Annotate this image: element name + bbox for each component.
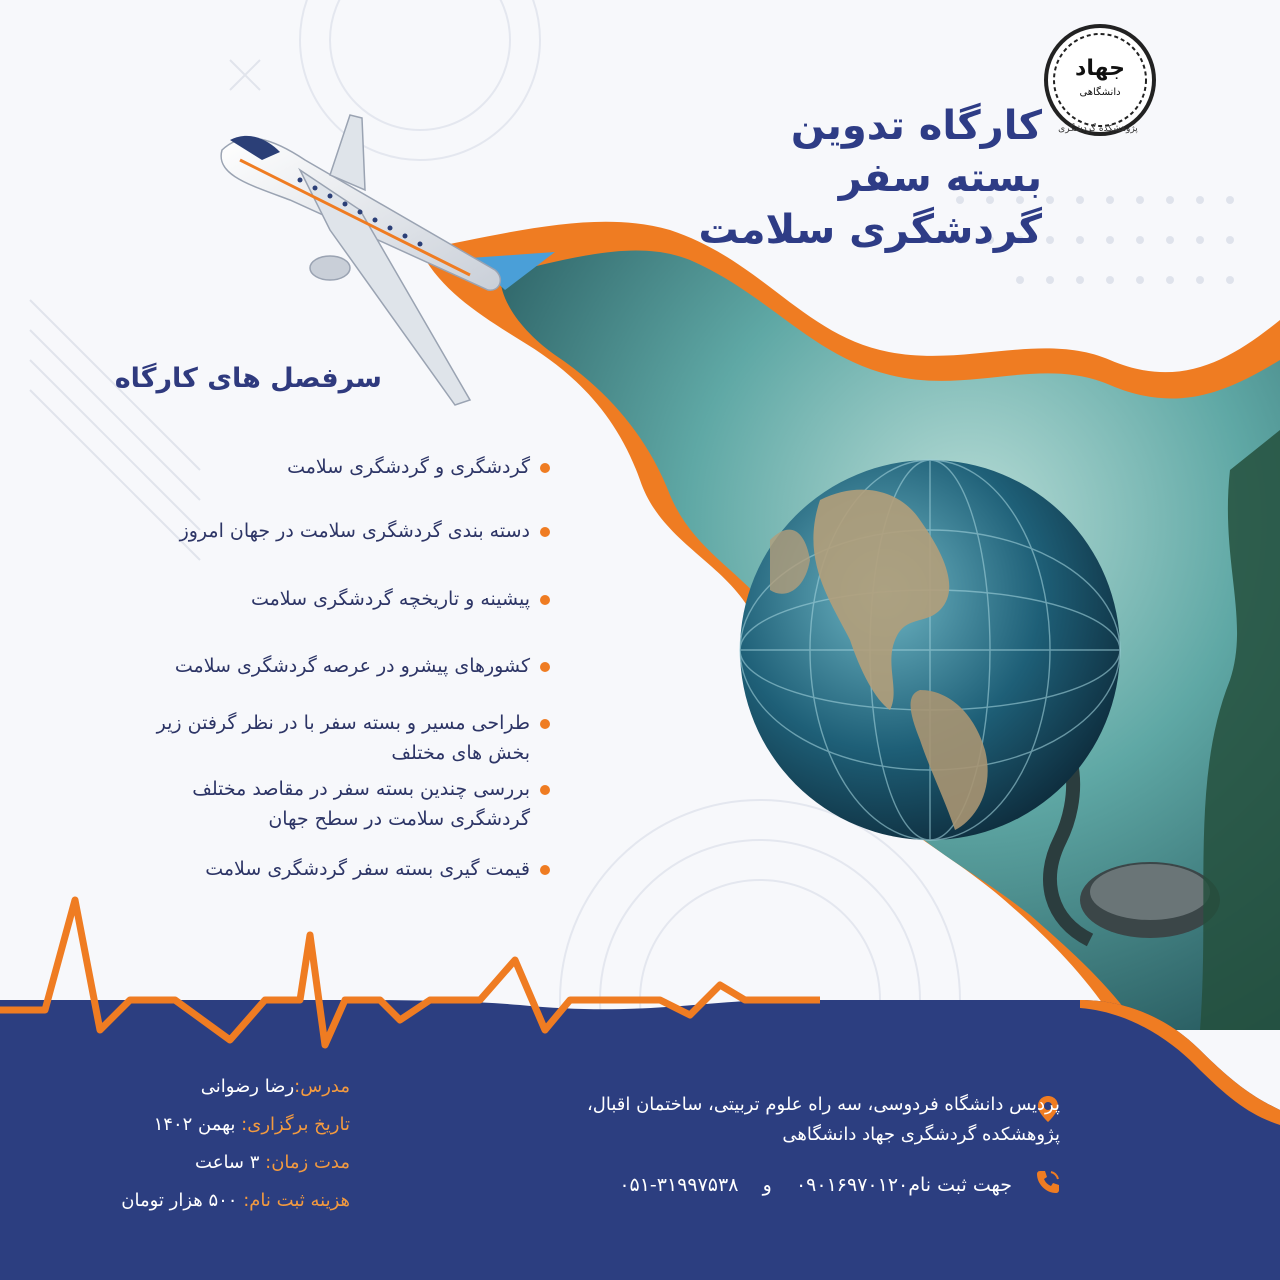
list-item: کشورهای پیشرو در عرصه گردشگری سلامت: [90, 651, 550, 681]
bullet-dot: [540, 527, 550, 537]
address-line-2: پژوهشکده گردشگری جهاد دانشگاهی: [782, 1124, 1060, 1145]
bullet-dot: [540, 719, 550, 729]
fee-row: هزینه ثبت نام: ۵۰۰ هزار تومان: [121, 1190, 350, 1211]
teacher-row: مدرس:رضا رضوانی: [200, 1076, 350, 1097]
title-line-3: گردشگری سلامت: [698, 207, 1042, 253]
bullet-dot: [540, 865, 550, 875]
logo-caption: پژوهشکده گردشگری: [1058, 124, 1138, 134]
workshop-info: [30, 1068, 350, 1220]
diagonal-lines: [30, 60, 260, 560]
contact-label: جهت ثبت نام: [908, 1174, 1012, 1196]
logo-sub: دانشگاهی: [1079, 87, 1121, 98]
address-line-1: پردیس دانشگاه فردوسی، سه راه علوم تربیتی، ساختمان اقبال،: [586, 1094, 1060, 1115]
list-item: طراحی مسیر و بسته سفر با در نظر گرفتن زیر بخش های مختلف: [110, 708, 550, 768]
contact: [372, 1170, 1012, 1200]
contact-conj: و: [762, 1174, 772, 1196]
logo-name: جهاد: [1075, 56, 1125, 81]
phone-2[interactable]: ۰۵۱-۳۱۹۹۷۵۳۸: [619, 1174, 739, 1196]
bullet-dot: [540, 595, 550, 605]
address: [440, 1090, 1060, 1150]
date-row: تاریخ برگزاری: بهمن ۱۴۰۲: [153, 1114, 350, 1135]
poster-title: [542, 100, 1042, 256]
bullet-dot: [540, 662, 550, 672]
title-line-1: کارگاه تدوین: [790, 103, 1042, 149]
list-item: بررسی چندین بسته سفر در مقاصد مختلف گردشگری سلامت در سطح جهان: [110, 774, 550, 834]
list-item: پیشینه و تاریخچه گردشگری سلامت: [90, 584, 550, 614]
bullet-dot: [540, 463, 550, 473]
list-item: گردشگری و گردشگری سلامت: [90, 452, 550, 482]
phone-icon: [1032, 1166, 1064, 1198]
list-item: دسته بندی گردشگری سلامت در جهان امروز: [90, 516, 550, 546]
airplane-illustration: [221, 115, 555, 405]
duration-row: مدت زمان: ۳ ساعت: [195, 1152, 350, 1173]
section-heading: سرفصل های کارگاه: [114, 363, 382, 394]
globe-illustration: [740, 460, 1120, 840]
phone-1[interactable]: ۰۹۰۱۶۹۷۰۱۲۰: [795, 1174, 909, 1196]
list-item: قیمت گیری بسته سفر گردشگری سلامت: [90, 854, 550, 884]
title-line-2: بسته سفر: [838, 155, 1042, 201]
bullet-dot: [540, 785, 550, 795]
jahad-logo: [1040, 20, 1160, 140]
